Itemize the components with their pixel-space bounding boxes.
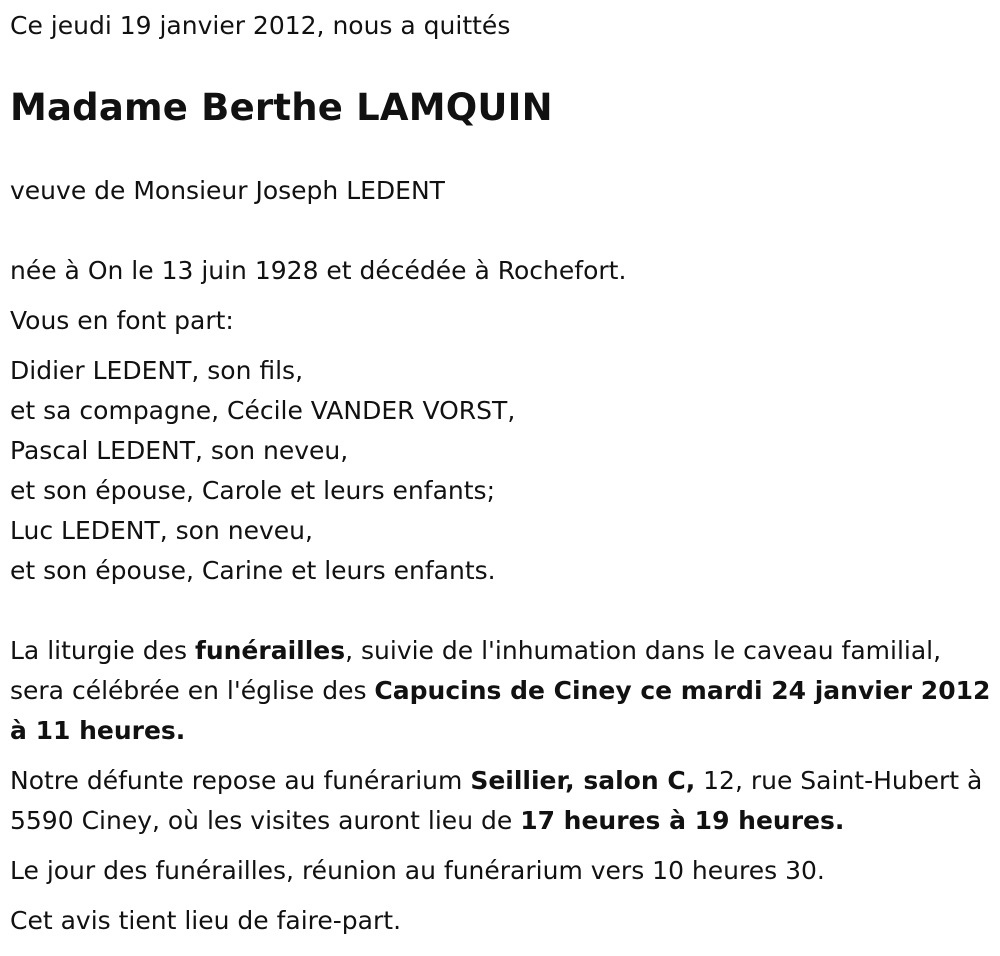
deceased-name: Madame Berthe LAMQUIN [10, 86, 553, 129]
liturgy-bold-2: Capucins de Ciney ce mardi 24 janvier 2012 à 11 heures. [10, 676, 991, 745]
family-member: Pascal LEDENT, son neveu, [10, 436, 349, 465]
family-member: et son épouse, Carole et leurs enfants; [10, 476, 495, 505]
liturgy-text-1: La liturgie des [10, 636, 195, 665]
family-member: et sa compagne, Cécile VANDER VORST, [10, 396, 516, 425]
family-list [10, 351, 1000, 591]
rest-text-1: Notre défunte repose au funérarium [10, 766, 471, 795]
family-member: Luc LEDENT, son neveu, [10, 516, 313, 545]
rest-bold-2: 17 heures à 19 heures. [520, 806, 845, 835]
birth-death-line: née à On le 13 juin 1928 et décédée à Rochefort. [10, 256, 627, 285]
rest-bold-1: Seillier, salon C, [470, 766, 696, 795]
announce-line: Vous en font part: [10, 306, 234, 335]
liturgy-paragraph [10, 631, 1000, 751]
rest-paragraph [10, 761, 1000, 841]
closing-line: Cet avis tient lieu de faire-part. [10, 906, 402, 935]
liturgy-bold-1: funérailles [194, 636, 346, 665]
rest-text-2: 12, rue Saint-Hubert à 5590 Ciney, où les visites auront lieu de [10, 766, 983, 835]
family-member: Didier LEDENT, son fils, [10, 356, 304, 385]
family-member: et son épouse, Carine et leurs enfants. [10, 556, 496, 585]
meeting-line: Le jour des funérailles, réunion au funérarium vers 10 heures 30. [10, 856, 825, 885]
intro-line: Ce jeudi 19 janvier 2012, nous a quittés [10, 11, 511, 40]
widow-of-line: veuve de Monsieur Joseph LEDENT [10, 176, 445, 205]
liturgy-text-2: , suivie de l'inhumation dans le caveau familial, sera célébrée en l'église des [10, 636, 942, 705]
